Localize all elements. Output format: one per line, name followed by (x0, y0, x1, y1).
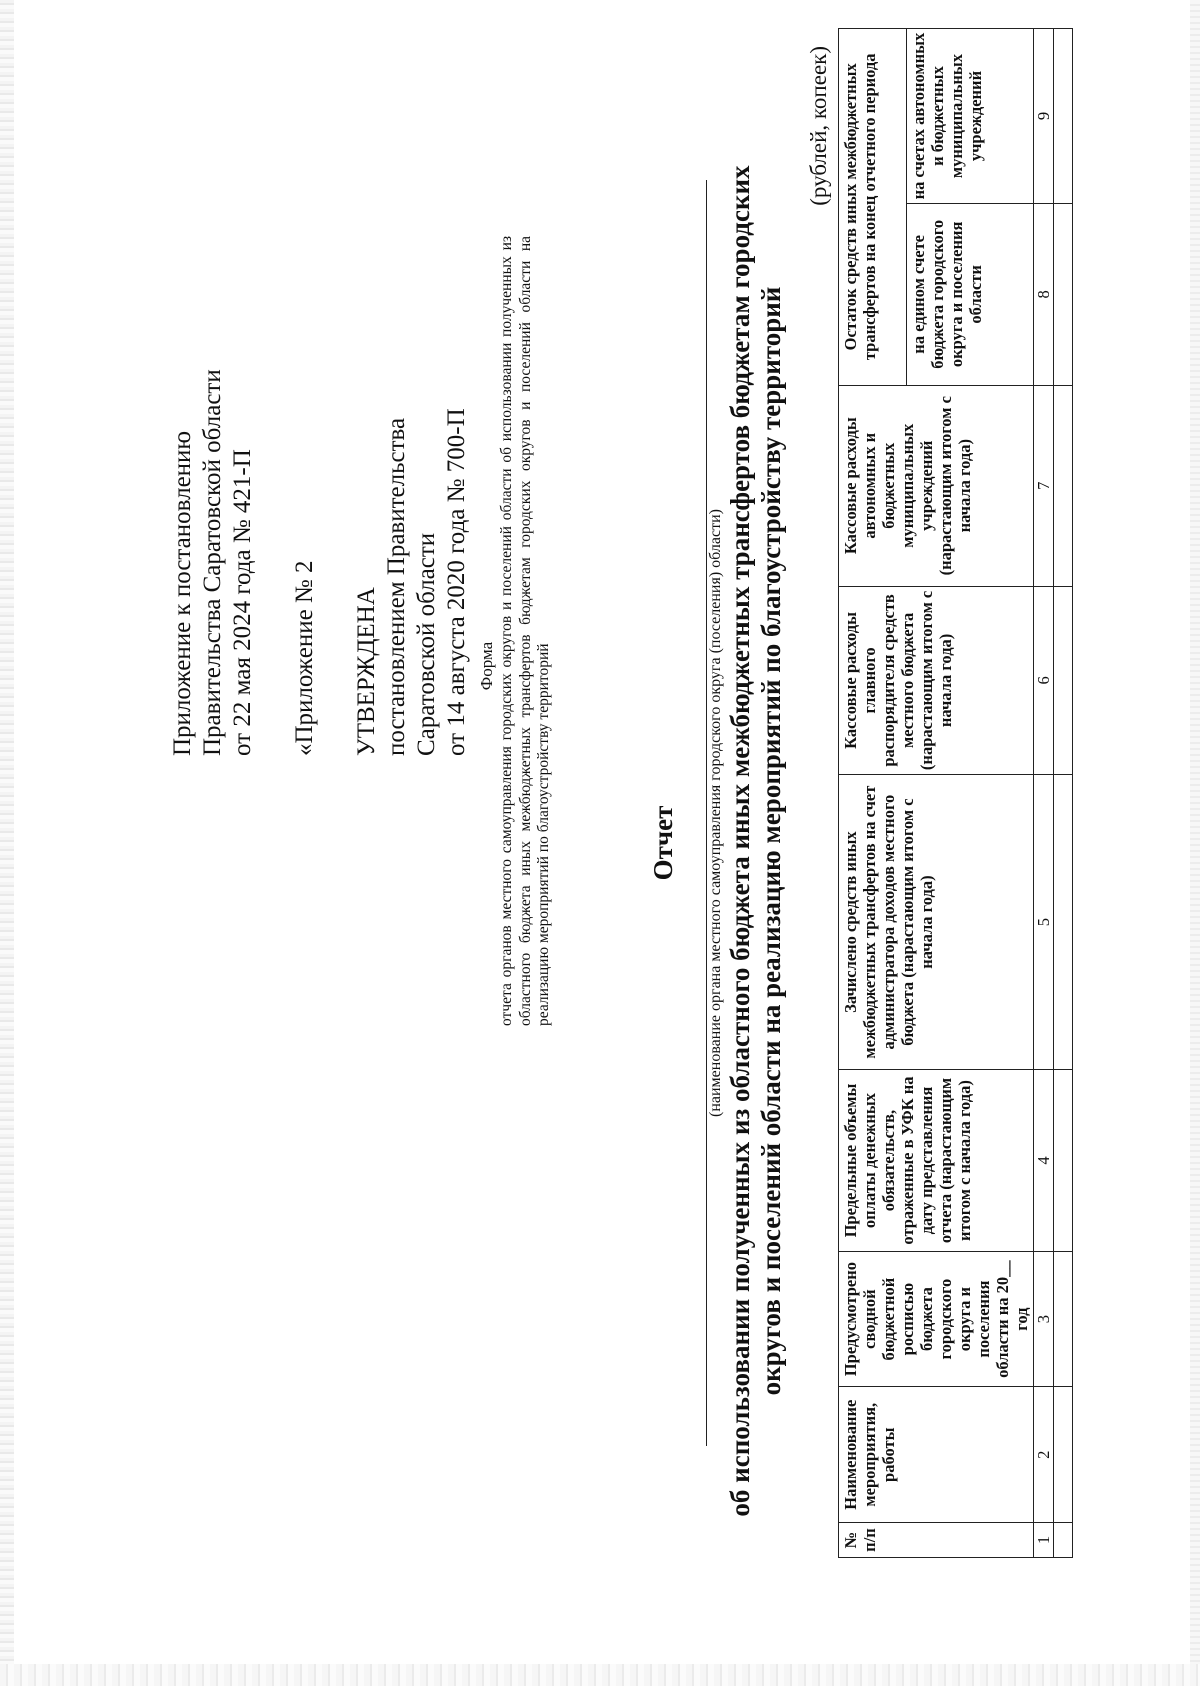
header-line: Приложение к постановлению (169, 430, 196, 756)
header-cell-planned: Предусмотрено сводной бюджетной росписью бюджета городского округа и поселения области на 20__ год (839, 1251, 1034, 1387)
report-table (838, 28, 1073, 1558)
approved-date: от 14 августа 2020 года № 700-П (443, 408, 470, 756)
table-cell (1054, 1070, 1073, 1252)
table-cell (1054, 385, 1073, 586)
column-number: 9 (1034, 29, 1054, 204)
form-description: отчета органов местного самоуправления городских округов и поселений области об использовании полученных из областного бюджета иных межбюджетных трансфертов бюджетам городских округов и поселений области на реализацию мероприятий по благоустройству территорий (498, 236, 552, 1026)
header-cell-balance: Остаток средств иных межбюджетных трансфертов на конец отчетного периода (839, 29, 907, 386)
header-cell-name: Наименование мероприятия, работы (839, 1387, 1034, 1523)
report-subtitle (725, 76, 787, 1606)
column-number: 8 (1034, 204, 1054, 386)
header-cell-main-expenses: Кассовые расходы главного распорядителя средств местного бюджета (нарастающим итогом с начала года) (839, 586, 1034, 774)
table-cell (1054, 1523, 1073, 1558)
subtitle-line: округов и поселений области на реализацию мероприятий по благоустройству территорий (756, 286, 786, 1396)
approved-label: УТВЕРЖДЕНА (353, 587, 380, 756)
header-cell-limits: Предельные объемы оплаты денежных обязательств, отраженные в УФК на дату представления отчета (нарастающим итогом с начала года) (839, 1070, 1034, 1252)
approved-by: Саратовской области (413, 532, 440, 756)
table-cell (1054, 1251, 1073, 1387)
column-number: 3 (1034, 1251, 1054, 1387)
header-line: Правительства Саратовской области (199, 369, 226, 756)
table-cell (1054, 1387, 1073, 1523)
column-number: 4 (1034, 1070, 1054, 1252)
column-number: 7 (1034, 385, 1054, 586)
table-cell (1054, 774, 1073, 1069)
column-number-row (1034, 29, 1054, 1558)
table-cell (1054, 204, 1073, 386)
table-header-row (839, 29, 907, 1558)
header-line: от 22 мая 2024 года № 421-П (229, 449, 256, 756)
header-cell-institution-accounts: на счетах автономных и бюджетных муниципальных учреждений (906, 29, 1033, 204)
table-cell (1054, 586, 1073, 774)
appendix-label: «Приложение № 2 (291, 560, 318, 756)
units-label: (рублей, копеек) (806, 46, 831, 206)
approved-by: постановлением Правительства (383, 417, 410, 756)
column-number: 2 (1034, 1387, 1054, 1523)
approval-header (168, 296, 472, 756)
header-cell-institution-expenses: Кассовые расходы автономных и бюджетных муниципальных учреждений (нарастающим итогом с начала года) (839, 385, 1034, 586)
header-cell-single-account: на едином счете бюджета городского округа и поселения области (906, 204, 1033, 386)
column-number: 1 (1034, 1523, 1054, 1558)
org-caption: (наименование органа местного самоуправления городского округа (поселения) области) (707, 509, 724, 1117)
report-title: Отчет (648, 805, 678, 881)
header-cell-credited: Зачислено средств иных межбюджетных трансфертов на счет администратора доходов местного бюджета (нарастающим итогом с начала года) (839, 774, 1034, 1069)
header-cell-number: № п/п (839, 1523, 1034, 1558)
table-cell (1054, 29, 1073, 204)
table-row (1054, 29, 1073, 1558)
subtitle-line: об использовании полученных из областного бюджета иных межбюджетных трансфертов бюджетам городских (725, 165, 755, 1517)
form-label: Форма (477, 641, 496, 691)
column-number: 5 (1034, 774, 1054, 1069)
column-number: 6 (1034, 586, 1054, 774)
